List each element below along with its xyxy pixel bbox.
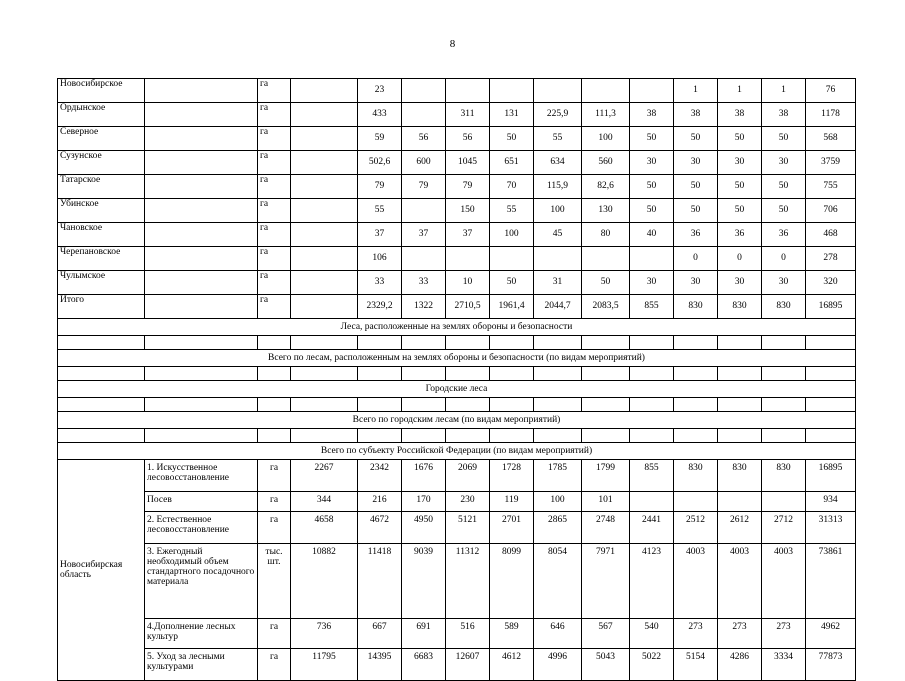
empty-cell [145, 151, 258, 175]
unit-cell: га [258, 247, 291, 271]
value-cell: 634 [534, 151, 582, 175]
value-cell: 11312 [446, 544, 490, 619]
blank-row [58, 336, 856, 350]
unit-cell: га [258, 295, 291, 319]
value-cell: 934 [806, 492, 856, 512]
value-cell: 50 [674, 127, 718, 151]
value-cell: 16895 [806, 460, 856, 492]
value-cell: 736 [291, 619, 358, 649]
value-cell: 55 [534, 127, 582, 151]
value-cell: 50 [630, 175, 674, 199]
value-cell: 100 [534, 492, 582, 512]
value-cell: 55 [358, 199, 402, 223]
table-row [58, 127, 856, 151]
value-cell [630, 79, 674, 103]
value-cell: 23 [358, 79, 402, 103]
value-cell [534, 79, 582, 103]
value-cell [402, 79, 446, 103]
value-cell: 1 [762, 79, 806, 103]
value-cell: 38 [630, 103, 674, 127]
value-cell: 651 [490, 151, 534, 175]
value-cell: 80 [582, 223, 630, 247]
value-cell [446, 247, 490, 271]
value-cell: 119 [490, 492, 534, 512]
value-cell: 30 [630, 151, 674, 175]
value-cell: 4612 [490, 649, 534, 681]
value-cell: 79 [402, 175, 446, 199]
value-cell: 70 [490, 175, 534, 199]
value-cell [630, 492, 674, 512]
empty-cell [145, 247, 258, 271]
value-cell: 106 [358, 247, 402, 271]
value-cell: 33 [358, 271, 402, 295]
value-cell: 2342 [358, 460, 402, 492]
value-cell: 31 [534, 271, 582, 295]
value-cell: 2441 [630, 512, 674, 544]
value-cell: 50 [762, 199, 806, 223]
value-cell: 50 [674, 175, 718, 199]
value-cell: 45 [534, 223, 582, 247]
district-rows [58, 79, 856, 319]
value-cell: 50 [762, 175, 806, 199]
value-cell [582, 247, 630, 271]
value-cell: 50 [762, 127, 806, 151]
value-cell: 4996 [534, 649, 582, 681]
value-cell: 706 [806, 199, 856, 223]
unit-cell: га [258, 199, 291, 223]
value-cell [490, 247, 534, 271]
empty-cell [291, 151, 358, 175]
value-cell: 344 [291, 492, 358, 512]
value-cell: 589 [490, 619, 534, 649]
value-cell: 36 [674, 223, 718, 247]
value-cell: 0 [718, 247, 762, 271]
unit-cell: га [258, 103, 291, 127]
blank-row [58, 429, 856, 443]
band-subject-total: Всего по субъекту Российской Федерации (по видам мероприятий) [58, 443, 856, 460]
empty-cell [145, 199, 258, 223]
value-cell: 8099 [490, 544, 534, 619]
empty-cell [145, 127, 258, 151]
table-row [58, 103, 856, 127]
table-row [58, 460, 856, 492]
value-cell [534, 247, 582, 271]
value-cell: 11795 [291, 649, 358, 681]
value-cell: 4003 [674, 544, 718, 619]
table-row [58, 223, 856, 247]
value-cell: 1676 [402, 460, 446, 492]
activity-name: 2. Естественное лесовосстановление [145, 512, 258, 544]
district-name: Итого [58, 295, 145, 319]
table-row [58, 175, 856, 199]
empty-cell [145, 223, 258, 247]
value-cell: 4658 [291, 512, 358, 544]
value-cell [402, 199, 446, 223]
value-cell: 830 [674, 295, 718, 319]
value-cell: 56 [402, 127, 446, 151]
band-urban-total: Всего по городским лесам (по видам мероприятий) [58, 412, 856, 429]
value-cell: 56 [446, 127, 490, 151]
value-cell: 30 [674, 271, 718, 295]
value-cell: 855 [630, 295, 674, 319]
value-cell: 8054 [534, 544, 582, 619]
value-cell: 131 [490, 103, 534, 127]
value-cell: 9039 [402, 544, 446, 619]
value-cell: 4962 [806, 619, 856, 649]
value-cell: 115,9 [534, 175, 582, 199]
value-cell: 216 [358, 492, 402, 512]
value-cell: 73861 [806, 544, 856, 619]
value-cell: 2329,2 [358, 295, 402, 319]
value-cell: 2712 [762, 512, 806, 544]
value-cell: 600 [402, 151, 446, 175]
empty-cell [145, 103, 258, 127]
value-cell: 50 [582, 271, 630, 295]
unit-cell: га [258, 127, 291, 151]
value-cell: 2083,5 [582, 295, 630, 319]
value-cell: 0 [674, 247, 718, 271]
value-cell: 50 [674, 199, 718, 223]
value-cell: 59 [358, 127, 402, 151]
value-cell: 560 [582, 151, 630, 175]
blank-row [58, 367, 856, 381]
value-cell [402, 247, 446, 271]
district-name: Убинское [58, 199, 145, 223]
value-cell: 30 [718, 151, 762, 175]
value-cell: 50 [490, 127, 534, 151]
value-cell: 433 [358, 103, 402, 127]
value-cell [718, 492, 762, 512]
value-cell: 38 [718, 103, 762, 127]
value-cell: 38 [762, 103, 806, 127]
value-cell: 12607 [446, 649, 490, 681]
value-cell: 568 [806, 127, 856, 151]
unit-cell: га [258, 151, 291, 175]
value-cell: 170 [402, 492, 446, 512]
value-cell: 5154 [674, 649, 718, 681]
value-cell: 2267 [291, 460, 358, 492]
value-cell: 5022 [630, 649, 674, 681]
value-cell: 311 [446, 103, 490, 127]
value-cell: 36 [762, 223, 806, 247]
value-cell: 130 [582, 199, 630, 223]
value-cell: 755 [806, 175, 856, 199]
band-defense-total: Всего по лесам, расположенным на землях обороны и безопасности (по видам мероприятий) [58, 350, 856, 367]
value-cell: 50 [718, 199, 762, 223]
value-cell: 150 [446, 199, 490, 223]
value-cell: 830 [718, 460, 762, 492]
empty-cell [291, 127, 358, 151]
value-cell: 230 [446, 492, 490, 512]
table-row [58, 512, 856, 544]
activity-name: 5. Уход за лесными культурами [145, 649, 258, 681]
unit-cell: га [258, 223, 291, 247]
value-cell: 5121 [446, 512, 490, 544]
value-cell: 16895 [806, 295, 856, 319]
value-cell: 278 [806, 247, 856, 271]
value-cell: 1785 [534, 460, 582, 492]
value-cell: 37 [358, 223, 402, 247]
forest-regeneration-table [57, 78, 856, 681]
value-cell: 540 [630, 619, 674, 649]
value-cell: 1 [718, 79, 762, 103]
empty-cell [291, 79, 358, 103]
value-cell: 2069 [446, 460, 490, 492]
table-row [58, 295, 856, 319]
empty-cell [291, 223, 358, 247]
value-cell: 31313 [806, 512, 856, 544]
value-cell: 667 [358, 619, 402, 649]
value-cell: 5043 [582, 649, 630, 681]
value-cell: 3759 [806, 151, 856, 175]
value-cell: 567 [582, 619, 630, 649]
district-name: Чановское [58, 223, 145, 247]
value-cell [630, 247, 674, 271]
activity-name: 1. Искусственное лесовосстановление [145, 460, 258, 492]
district-name: Новосибирское [58, 79, 145, 103]
value-cell: 79 [446, 175, 490, 199]
value-cell: 77873 [806, 649, 856, 681]
district-name: Чулымское [58, 271, 145, 295]
band-defense: Леса, расположенные на землях обороны и безопасности [58, 319, 856, 336]
value-cell: 4286 [718, 649, 762, 681]
band-urban: Городские леса [58, 381, 856, 398]
table-row [58, 649, 856, 681]
value-cell: 830 [762, 460, 806, 492]
value-cell: 1961,4 [490, 295, 534, 319]
value-cell: 100 [582, 127, 630, 151]
page-number: 8 [449, 38, 456, 50]
value-cell: 830 [762, 295, 806, 319]
unit-cell: га [258, 460, 291, 492]
value-cell: 830 [674, 460, 718, 492]
activity-name: 4.Дополнение лесных культур [145, 619, 258, 649]
value-cell: 830 [718, 295, 762, 319]
value-cell [490, 79, 534, 103]
value-cell: 2701 [490, 512, 534, 544]
value-cell: 2044,7 [534, 295, 582, 319]
value-cell: 1799 [582, 460, 630, 492]
empty-cell [145, 295, 258, 319]
value-cell: 1 [674, 79, 718, 103]
value-cell: 10 [446, 271, 490, 295]
section-bands [58, 319, 856, 460]
value-cell: 2748 [582, 512, 630, 544]
value-cell: 4672 [358, 512, 402, 544]
empty-cell [291, 247, 358, 271]
value-cell [674, 492, 718, 512]
empty-cell [145, 79, 258, 103]
value-cell: 0 [762, 247, 806, 271]
value-cell: 55 [490, 199, 534, 223]
value-cell: 14395 [358, 649, 402, 681]
unit-cell: га [258, 512, 291, 544]
empty-cell [145, 175, 258, 199]
value-cell: 2512 [674, 512, 718, 544]
value-cell: 4123 [630, 544, 674, 619]
value-cell [402, 103, 446, 127]
region-name: Новосибирская область [58, 460, 145, 681]
value-cell: 468 [806, 223, 856, 247]
empty-cell [291, 103, 358, 127]
value-cell [446, 79, 490, 103]
value-cell: 40 [630, 223, 674, 247]
value-cell: 101 [582, 492, 630, 512]
unit-cell: тыс. шт. [258, 544, 291, 619]
value-cell: 100 [534, 199, 582, 223]
value-cell: 2865 [534, 512, 582, 544]
value-cell: 76 [806, 79, 856, 103]
value-cell: 50 [490, 271, 534, 295]
district-name: Черепановское [58, 247, 145, 271]
value-cell: 273 [674, 619, 718, 649]
empty-cell [291, 295, 358, 319]
value-cell: 855 [630, 460, 674, 492]
unit-cell: га [258, 649, 291, 681]
value-cell: 225,9 [534, 103, 582, 127]
value-cell: 50 [718, 175, 762, 199]
district-name: Северное [58, 127, 145, 151]
table-row [58, 619, 856, 649]
value-cell: 50 [630, 127, 674, 151]
unit-cell: га [258, 492, 291, 512]
value-cell: 30 [762, 271, 806, 295]
unit-cell: га [258, 175, 291, 199]
district-name: Сузунское [58, 151, 145, 175]
unit-cell: га [258, 619, 291, 649]
value-cell: 273 [762, 619, 806, 649]
table-row [58, 544, 856, 619]
value-cell: 4003 [718, 544, 762, 619]
value-cell: 2612 [718, 512, 762, 544]
value-cell: 30 [674, 151, 718, 175]
value-cell: 6683 [402, 649, 446, 681]
value-cell [582, 79, 630, 103]
value-cell: 36 [718, 223, 762, 247]
value-cell: 33 [402, 271, 446, 295]
value-cell: 37 [402, 223, 446, 247]
value-cell: 1045 [446, 151, 490, 175]
empty-cell [291, 199, 358, 223]
activity-name: 3. Ежегодный необходимый объем стандартного посадочного материала [145, 544, 258, 619]
unit-cell: га [258, 271, 291, 295]
region-rows [58, 460, 856, 681]
value-cell: 691 [402, 619, 446, 649]
value-cell: 1178 [806, 103, 856, 127]
table-row [58, 247, 856, 271]
value-cell: 502,6 [358, 151, 402, 175]
value-cell: 50 [630, 199, 674, 223]
value-cell: 273 [718, 619, 762, 649]
activity-name: Посев [145, 492, 258, 512]
district-name: Ордынское [58, 103, 145, 127]
empty-cell [145, 271, 258, 295]
district-name: Татарское [58, 175, 145, 199]
table-row [58, 492, 856, 512]
value-cell: 320 [806, 271, 856, 295]
table-row [58, 199, 856, 223]
value-cell: 50 [718, 127, 762, 151]
value-cell [762, 492, 806, 512]
value-cell: 30 [630, 271, 674, 295]
value-cell: 82,6 [582, 175, 630, 199]
value-cell: 516 [446, 619, 490, 649]
table-row [58, 79, 856, 103]
value-cell: 11418 [358, 544, 402, 619]
unit-cell: га [258, 79, 291, 103]
value-cell: 30 [718, 271, 762, 295]
empty-cell [291, 271, 358, 295]
value-cell: 100 [490, 223, 534, 247]
value-cell: 10882 [291, 544, 358, 619]
value-cell: 1322 [402, 295, 446, 319]
value-cell: 30 [762, 151, 806, 175]
value-cell: 7971 [582, 544, 630, 619]
value-cell: 4003 [762, 544, 806, 619]
value-cell: 1728 [490, 460, 534, 492]
value-cell: 38 [674, 103, 718, 127]
value-cell: 79 [358, 175, 402, 199]
value-cell: 37 [446, 223, 490, 247]
value-cell: 111,3 [582, 103, 630, 127]
table-row [58, 271, 856, 295]
table-row [58, 151, 856, 175]
value-cell: 4950 [402, 512, 446, 544]
value-cell: 2710,5 [446, 295, 490, 319]
value-cell: 646 [534, 619, 582, 649]
value-cell: 3334 [762, 649, 806, 681]
empty-cell [291, 175, 358, 199]
blank-row [58, 398, 856, 412]
